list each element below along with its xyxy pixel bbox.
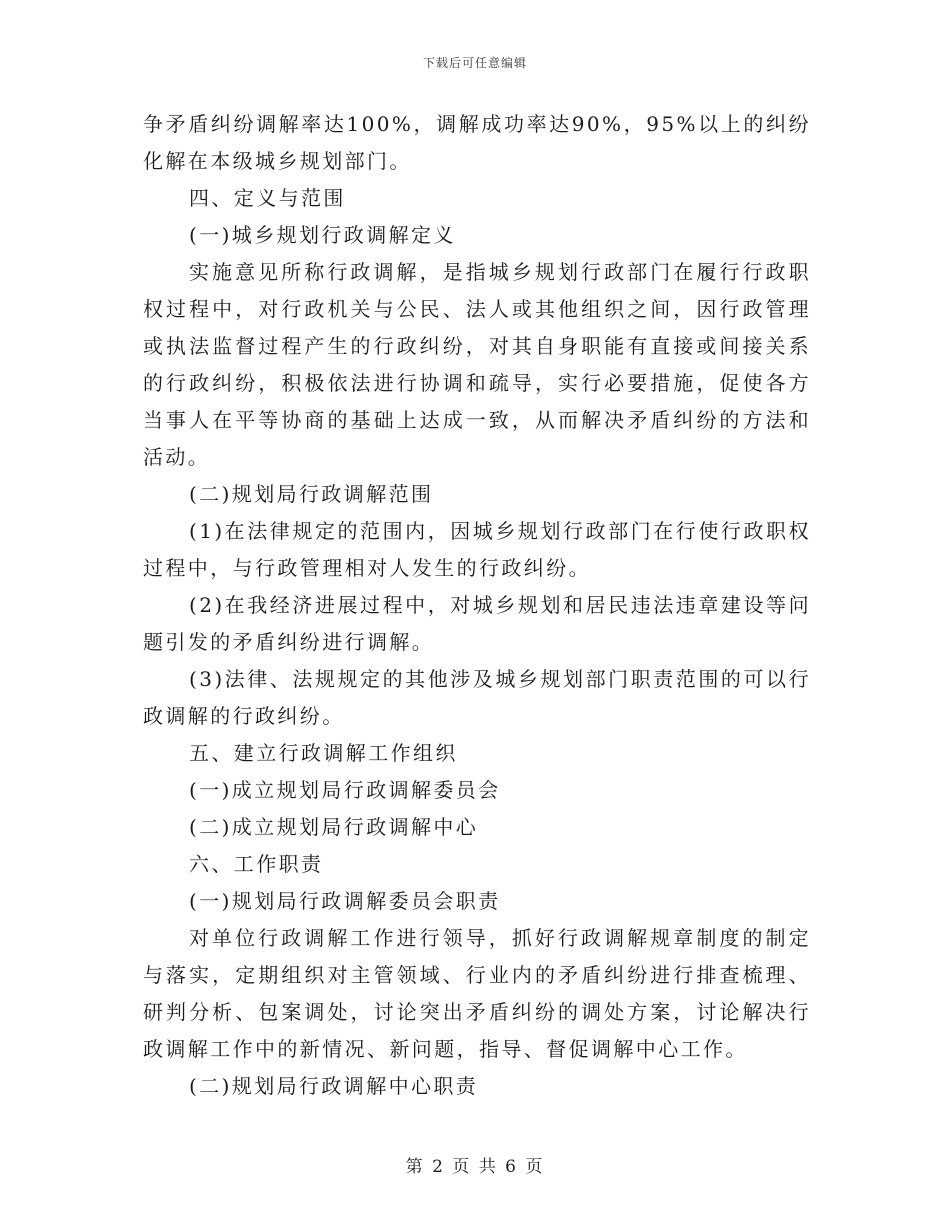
page-number: 第 2 页 共 6 页 [405,1157,545,1177]
subsection-heading: (二)成立规划局行政调解中心 [189,815,479,839]
subsection-heading: (二)规划局行政调解范围 [189,482,434,506]
page-header: 下载后可任意编辑 [422,56,527,70]
paragraph: 实施意见所称行政调解，是指城乡规划行政部门在履行行政职权过程中，对行政机关与公民、法人或其他组织之间，因行政管理或执法监督过程产生的行政纠纷，对其自身职能有直接或间接关系的行政纠纷，积极依法进行协调和疏导，实行必要措施，促使各方当事人在平等协商的基础上达成一致，从而解决矛盾纠纷的方法和活动。 [143,260,811,469]
list-item: (3)法律、法规规定的其他涉及城乡规划部门职责范围的可以行政调解的行政纠纷。 [143,667,811,728]
list-item: (2)在我经济进展过程中，对城乡规划和居民违法违章建设等问题引发的矛盾纠纷进行调解。 [143,593,811,654]
section-heading: 六、工作职责 [189,852,324,876]
subsection-heading: (一)规划局行政调解委员会职责 [189,889,501,913]
paragraph: 争矛盾纠纷调解率达100%，调解成功率达90%，95%以上的纠纷化解在本级城乡规划部门。 [143,112,811,173]
subsection-heading: (一)成立规划局行政调解委员会 [189,778,501,802]
subsection-heading: (一)城乡规划行政调解定义 [189,223,456,247]
subsection-heading: (二)规划局行政调解中心职责 [189,1074,479,1098]
section-heading: 五、建立行政调解工作组织 [189,741,458,765]
document-body [143,106,811,1105]
list-item: (1)在法律规定的范围内，因城乡规划行政部门在行使行政职权过程中，与行政管理相对人发生的行政纠纷。 [143,519,811,580]
paragraph: 对单位行政调解工作进行领导，抓好行政调解规章制度的制定与落实，定期组织对主管领域、行业内的矛盾纠纷进行排查梳理、研判分析、包案调处，讨论突出矛盾纠纷的调处方案，讨论解决行政调解工作中的新情况、新问题，指导、督促调解中心工作。 [143,926,811,1061]
section-heading: 四、定义与范围 [189,186,346,210]
